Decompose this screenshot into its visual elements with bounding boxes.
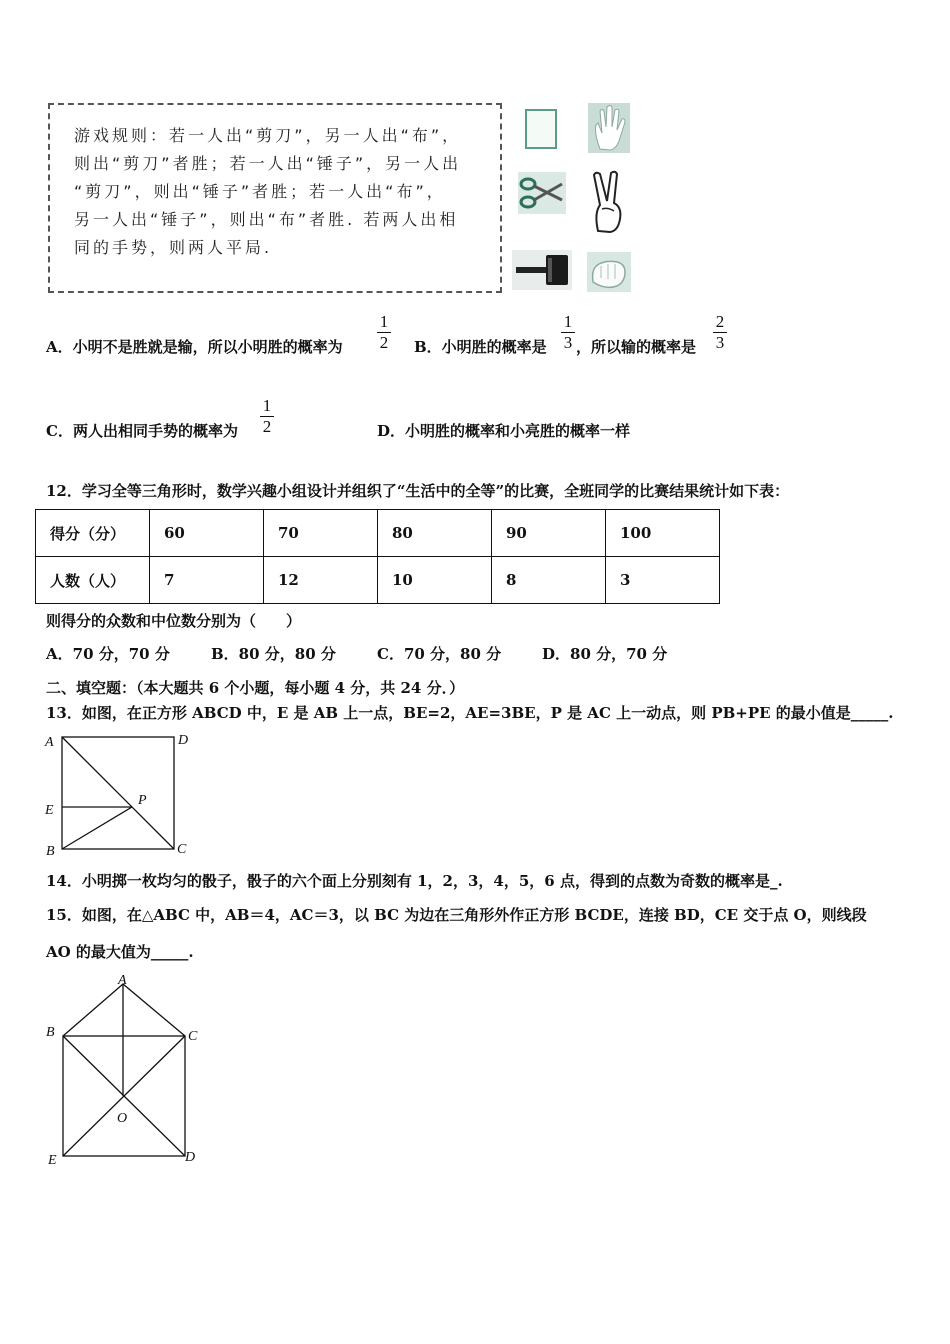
label-a: A <box>45 735 54 750</box>
option-a-text: A．70 分，70 分 <box>46 645 170 663</box>
label-c: C <box>177 842 187 857</box>
label-c: C <box>188 1029 198 1044</box>
open-hand-icon <box>588 103 630 153</box>
game-rules-box <box>48 103 502 293</box>
label-d: D <box>178 733 189 748</box>
option-b-text: B．小明胜的概率是 <box>414 338 547 356</box>
label-b: B <box>46 844 55 858</box>
fraction-c <box>260 396 274 437</box>
label-p: P <box>138 793 147 808</box>
option-b-middle: ，所以输的概率是 <box>576 338 697 356</box>
diagonal-ac <box>62 737 174 849</box>
label-e: E <box>48 1153 57 1168</box>
q15-figure <box>40 968 210 1173</box>
table-cell: 100 <box>606 510 720 557</box>
fraction-numerator: 1 <box>377 312 391 333</box>
option-c-text: C．70 分，80 分 <box>377 645 502 663</box>
table-cell: 7 <box>150 557 264 604</box>
fraction-denominator: 2 <box>379 333 389 352</box>
option-d-text: D．小明胜的概率和小亮胜的概率一样 <box>377 422 631 440</box>
fraction-denominator: 3 <box>563 333 573 352</box>
option-a-text: A．小明不是胜就是输，所以小明胜的概率为 <box>46 338 343 356</box>
triangle-sides-ab-ac <box>63 984 185 1036</box>
table-cell: 3 <box>606 557 720 604</box>
question-12-ask: 则得分的众数和中位数分别为（ ） <box>46 612 302 630</box>
table-cell: 12 <box>264 557 378 604</box>
fraction-numerator: 1 <box>260 396 274 417</box>
cloth-icon <box>520 106 562 152</box>
label-b: B <box>46 1025 55 1040</box>
scissors-icon <box>518 172 566 214</box>
table-cell: 10 <box>378 557 492 604</box>
table-row <box>36 510 720 557</box>
table-cell: 70 <box>264 510 378 557</box>
hammer-icon <box>512 250 572 290</box>
option-b-text: B．80 分，80 分 <box>211 645 336 663</box>
question-15-stem-line2: AO 的最大值为_____. <box>46 943 194 961</box>
option-c-text: C．两人出相同手势的概率为 <box>46 422 238 440</box>
table-header-cell: 人数（人） <box>36 557 150 604</box>
table-cell: 90 <box>492 510 606 557</box>
question-14-stem: 14．小明掷一枚均匀的骰子，骰子的六个面上分别刻有 1，2，3，4，5，6 点，得到的点数为奇数的概率是_. <box>46 872 783 890</box>
rules-line: 另一人出“锤子”，则出“布”者胜. 若两人出相 <box>74 210 459 229</box>
rules-line: 同的手势，则两人平局. <box>74 238 273 257</box>
table-cell: 80 <box>378 510 492 557</box>
rules-line: “剪刀”，则出“锤子”者胜；若一人出“布”， <box>74 182 446 201</box>
rules-line: 则出“剪刀”者胜；若一人出“锤子”，另一人出 <box>74 154 462 173</box>
segment-bp <box>62 807 132 849</box>
table-row <box>36 557 720 604</box>
fraction-b2 <box>713 312 727 353</box>
table-cell: 60 <box>150 510 264 557</box>
label-e: E <box>45 803 54 818</box>
fraction-b <box>561 312 575 353</box>
v-sign-hand-icon <box>590 169 626 235</box>
fist-icon <box>587 252 631 292</box>
fraction-numerator: 2 <box>713 312 727 333</box>
table-cell: 8 <box>492 557 606 604</box>
fraction-numerator: 1 <box>561 312 575 333</box>
rules-line: 游戏规则：若一人出“剪刀”，另一人出“布”， <box>74 126 462 145</box>
label-a: A <box>118 973 127 988</box>
section-heading: 二、填空题：（本大题共 6 个小题，每小题 4 分，共 24 分．） <box>46 679 465 697</box>
question-15-stem-line1: 15．如图，在△ABC 中，AB＝4，AC＝3，以 BC 为边在三角形外作正方形 BCDE，连接 BD，CE 交于点 O，则线段 <box>46 906 867 924</box>
question-12-stem: 12．学习全等三角形时，数学兴趣小组设计并组织了“生活中的全等”的比赛，全班同学的比赛结果统计如下表： <box>46 482 790 500</box>
fraction-a <box>377 312 391 353</box>
q13-square-figure <box>40 728 200 858</box>
option-d-text: D．80 分，70 分 <box>542 645 668 663</box>
fraction-denominator: 2 <box>262 417 272 436</box>
score-table <box>35 509 720 604</box>
label-o: O <box>117 1111 128 1126</box>
label-d: D <box>185 1150 196 1165</box>
fraction-denominator: 3 <box>715 333 725 352</box>
question-13-stem: 13．如图，在正方形 ABCD 中，E 是 AB 上一点，BE=2，AE=3BE，P 是 AC 上一动点，则 PB+PE 的最小值是_____. <box>46 704 894 722</box>
table-header-cell: 得分（分） <box>36 510 150 557</box>
